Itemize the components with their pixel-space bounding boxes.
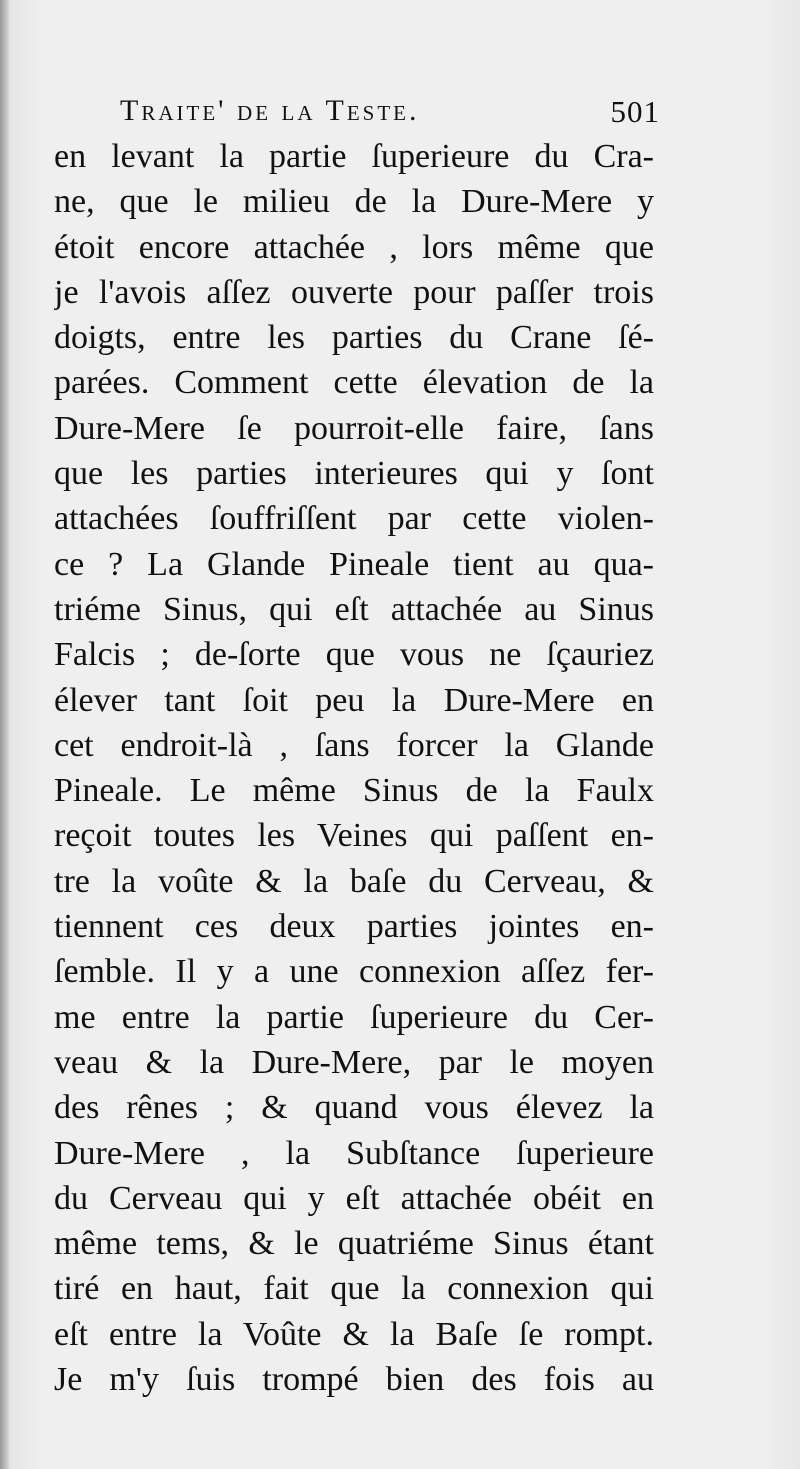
text-line: Dure-Mere , la Subſtance ſuperieure [54, 1134, 654, 1172]
text-line: ne, que le milieu de la Dure-Mere y [54, 183, 654, 221]
text-line: des rênes ; & quand vous élevez la [54, 1089, 654, 1127]
text-line: Je m'y ſuis trompé bien des fois au [54, 1361, 654, 1399]
text-line: ſemble. Il y a une connexion aſſez fer- [54, 953, 654, 991]
page-header [120, 94, 660, 134]
text-line: Falcis ; de-ſorte que vous ne ſçauriez [54, 636, 654, 674]
text-line: attachées ſouffriſſent par cette violen- [54, 500, 654, 538]
body-text [54, 134, 654, 1402]
text-line: eſt entre la Voûte & la Baſe ſe rompt. [54, 1315, 654, 1353]
running-title: Traite' de la Teste. [120, 94, 420, 127]
text-line: tre la voûte & la baſe du Cerveau, & [54, 862, 654, 900]
text-line: même tems, & le quatriéme Sinus étant [54, 1225, 654, 1263]
text-line: triéme Sinus, qui eſt attachée au Sinus [54, 590, 654, 628]
text-line: veau & la Dure-Mere, par le moyen [54, 1043, 654, 1081]
text-line: Dure-Mere ſe pourroit-elle faire, ſans [54, 409, 654, 447]
text-line: Pineale. Le même Sinus de la Faulx [54, 772, 654, 810]
text-line: en levant la partie ſuperieure du Cra- [54, 138, 654, 175]
text-line: tiré en haut, fait que la connexion qui [54, 1270, 654, 1308]
text-line: reçoit toutes les Veines qui paſſent en- [54, 817, 654, 855]
text-line: doigts, entre les parties du Crane ſé- [54, 319, 654, 357]
text-line: tiennent ces deux parties jointes en- [54, 908, 654, 946]
text-line: du Cerveau qui y eſt attachée obéit en [54, 1179, 654, 1217]
text-line: parées. Comment cette élevation de la [54, 364, 654, 402]
text-line: je l'avois aſſez ouverte pour paſſer trois [54, 273, 654, 311]
text-line: élever tant ſoit peu la Dure-Mere en [54, 681, 654, 719]
text-line: étoit encore attachée , lors même que [54, 228, 654, 266]
text-line: ce ? La Glande Pineale tient au qua- [54, 545, 654, 583]
text-line: que les parties interieures qui y ſont [54, 455, 654, 493]
text-line: cet endroit-là , ſans forcer la Glande [54, 726, 654, 764]
text-line: me entre la partie ſuperieure du Cer- [54, 998, 654, 1036]
binding-shadow [0, 0, 9, 1469]
page-number: 501 [610, 94, 660, 129]
